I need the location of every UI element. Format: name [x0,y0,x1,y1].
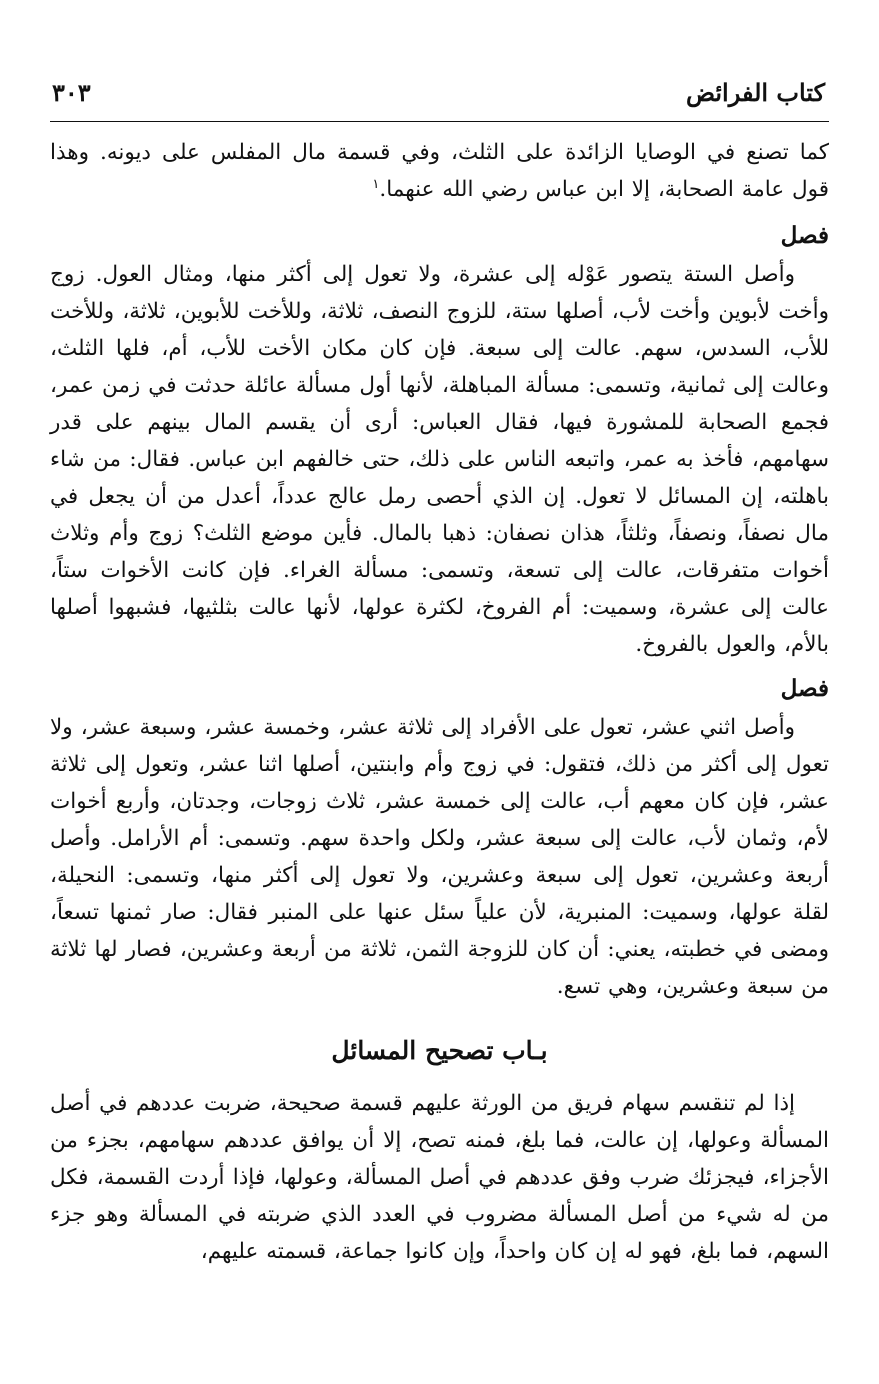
header-rule [50,121,829,122]
footnote-marker: ١ [372,176,380,192]
spacer [50,1073,829,1085]
page-body [50,134,829,1270]
page-number: ٣٠٣ [52,78,91,107]
section-1-paragraph: وأصل الستة يتصور عَوْله إلى عشرة، ولا تعول إلى أكثر منها، ومثال العول. زوج وأخت لأبوين وأخت لأب، أصلها ستة، للزوج النصف، ثلاثة، وللأخت للأبوين، ثلاثة، وللأخت للأب، السدس، سهم. عالت إلى سبعة. فإن كان مكان الأخت للأب، أم، فلها الثلث، وعالت إلى ثمانية، وتسمى: مسألة المباهلة، لأنها أول مسألة عائلة حدثت في زمن عمر، فجمع الصحابة للمشورة فيها، فقال العباس: أرى أن يقسم المال بينهم على قدر سهامهم، فأخذ به عمر، واتبعه الناس على ذلك، حتى خالفهم ابن عباس. فقال: من شاء باهلته، إن المسائل لا تعول. إن الذي أحصى رمل عالج عدداً، أعدل من أن يجعل في مال نصفاً، ونصفاً، وثلثاً، هذان نصفان: ذهبا بالمال. فأين موضع الثلث؟ زوج وأم وثلاث أخوات متفرقات، عالت إلى تسعة، وتسمى: مسألة الغراء. فإن كانت الأخوات ستاً، عالت إلى عشرة، وسميت: أم الفروخ، لكثرة عولها، لأنها عالت بثلثيها، فشبهوا أصلها بالأم، والعول بالفروخ. [50,262,829,657]
running-header [52,76,825,112]
spacer [50,1005,829,1029]
opening-paragraph [50,134,829,208]
spacer [50,208,829,216]
section-heading-2: فصل [780,675,829,702]
chapter-paragraph: إذا لم تنقسم سهام فريق من الورثة عليهم قسمة صحيحة، ضربت عددهم في أصل المسألة وعولها، إن عالت، فما بلغ، فمنه تصح، إلا أن يوافق عددهم سهامهم، بجزء من الأجزاء، فيجزئك ضرب وفق عددهم في أصل المسألة، وعولها، فإذا أردت القسمة، فكل من له شيء من أصل المسألة مضروب في العدد الذي ضربته في المسألة وهو جزء السهم، فما بلغ، فهو له إن كان واحداً، وإن كانوا جماعة، قسمته عليهم، [50,1091,829,1264]
section-2-paragraph: وأصل اثني عشر، تعول على الأفراد إلى ثلاثة عشر، وخمسة عشر، وسبعة عشر، ولا تعول إلى أكثر من ذلك، فتقول: في زوج وأم وابنتين، أصلها اثنا عشر، وتعول إلى ثلاثة عشر، فإن كان معهم أب، عالت إلى خمسة عشر، ثلاث زوجات، وجدتان، وأربع أخوات لأم، وثمان لأب، عالت إلى سبعة عشر، ولكل واحدة سهم. وتسمى: أم الأرامل. وأصل أربعة وعشرين، تعول إلى سبعة وعشرين، ولا تعول إلى أكثر منها، وتسمى: النحيلة، لقلة عولها، وسميت: المنبرية، لأن علياً سئل عنها على المنبر فقال: صار ثمنها تسعاً، ومضى في خطبته، يعني: أن كان للزوجة الثمن، ثلاثة من أربعة وعشرين، فصار لها ثلاثة من سبعة وعشرين، وهي تسع. [50,715,829,999]
section-heading-1: فصل [780,222,829,249]
book-title: كتاب الفرائض [685,78,825,107]
opening-paragraph-text: كما تصنع في الوصايا الزائدة على الثلث، وفي قسمة مال المفلس على ديونه. وهذا قول عامة الصحابة، إلا ابن عباس رضي الله عنهما. [50,140,829,202]
chapter-heading: بـاب تصحيح المسائل [331,1036,548,1065]
